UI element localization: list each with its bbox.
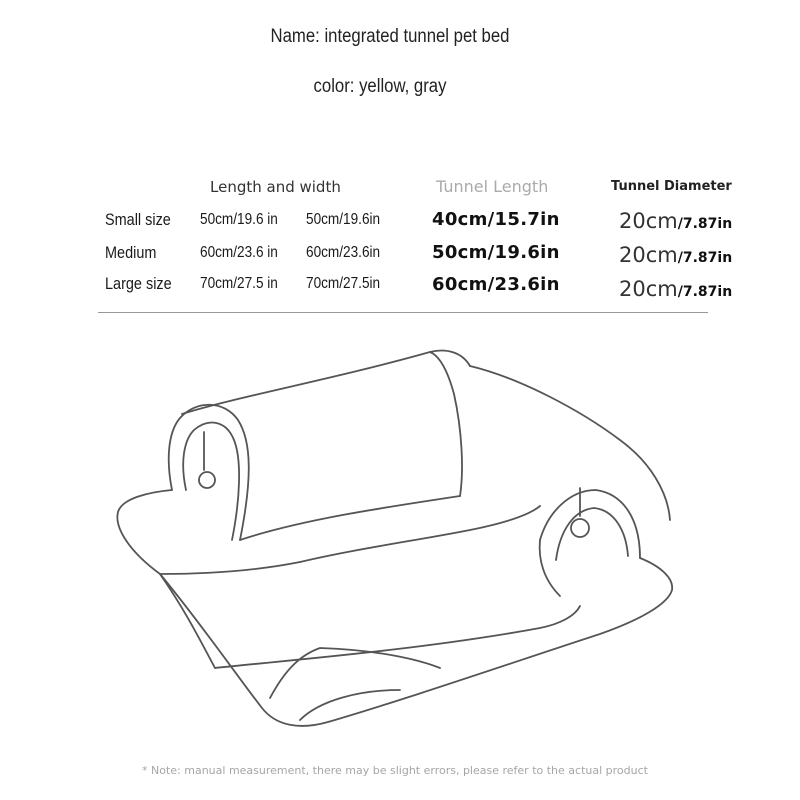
row-tunnel-length-large: 60cm/23.6in xyxy=(432,274,560,295)
tunnel-top xyxy=(182,351,470,414)
product-colors: color: yellow, gray xyxy=(313,76,447,97)
diameter-in: /7.87in xyxy=(677,284,733,300)
row-length-medium: 60cm/23.6 in xyxy=(200,244,278,261)
row-width-large: 70cm/27.5in xyxy=(306,275,381,292)
row-length-small: 50cm/19.6 in xyxy=(200,211,278,228)
cushion-left-edge xyxy=(160,574,215,668)
row-width-small: 50cm/19.6in xyxy=(306,211,381,228)
right-tunnel-inner xyxy=(556,508,628,560)
left-tunnel-inner xyxy=(183,423,239,540)
diameter-cm: 20cm xyxy=(619,209,678,233)
diameter-cm: 20cm xyxy=(619,277,678,301)
header-tunnel-length: Tunnel Length xyxy=(436,177,549,196)
mat-inner-edge xyxy=(160,562,300,574)
diameter-in: /7.87in xyxy=(677,250,733,266)
measurement-note: * Note: manual measurement, there may be slight errors, please refer to the actual product xyxy=(142,764,648,777)
left-toy-ball xyxy=(199,472,215,488)
diameter-in: /7.87in xyxy=(677,216,733,232)
row-length-large: 70cm/27.5 in xyxy=(200,275,278,292)
corner-fold xyxy=(270,648,440,698)
row-label-large: Large size xyxy=(105,274,172,293)
right-tunnel-bottom xyxy=(540,540,560,596)
row-tunnel-length-small: 40cm/15.7in xyxy=(432,209,560,230)
right-tunnel-end xyxy=(540,490,640,558)
right-toy-ball xyxy=(571,519,589,537)
header-length-width: Length and width xyxy=(210,178,341,196)
row-tunnel-length-medium: 50cm/19.6in xyxy=(432,242,560,263)
row-label-small: Small size xyxy=(105,210,171,229)
row-label-medium: Medium xyxy=(105,243,157,262)
tunnel-right-side xyxy=(430,352,462,496)
row-width-medium: 60cm/23.6in xyxy=(306,244,381,261)
header-tunnel-diameter: Tunnel Diameter xyxy=(611,179,732,194)
diameter-cm: 20cm xyxy=(619,243,678,267)
product-name: Name: integrated tunnel pet bed xyxy=(270,26,510,47)
cushion-edge xyxy=(300,506,540,562)
tunnel-body-left xyxy=(240,496,460,540)
